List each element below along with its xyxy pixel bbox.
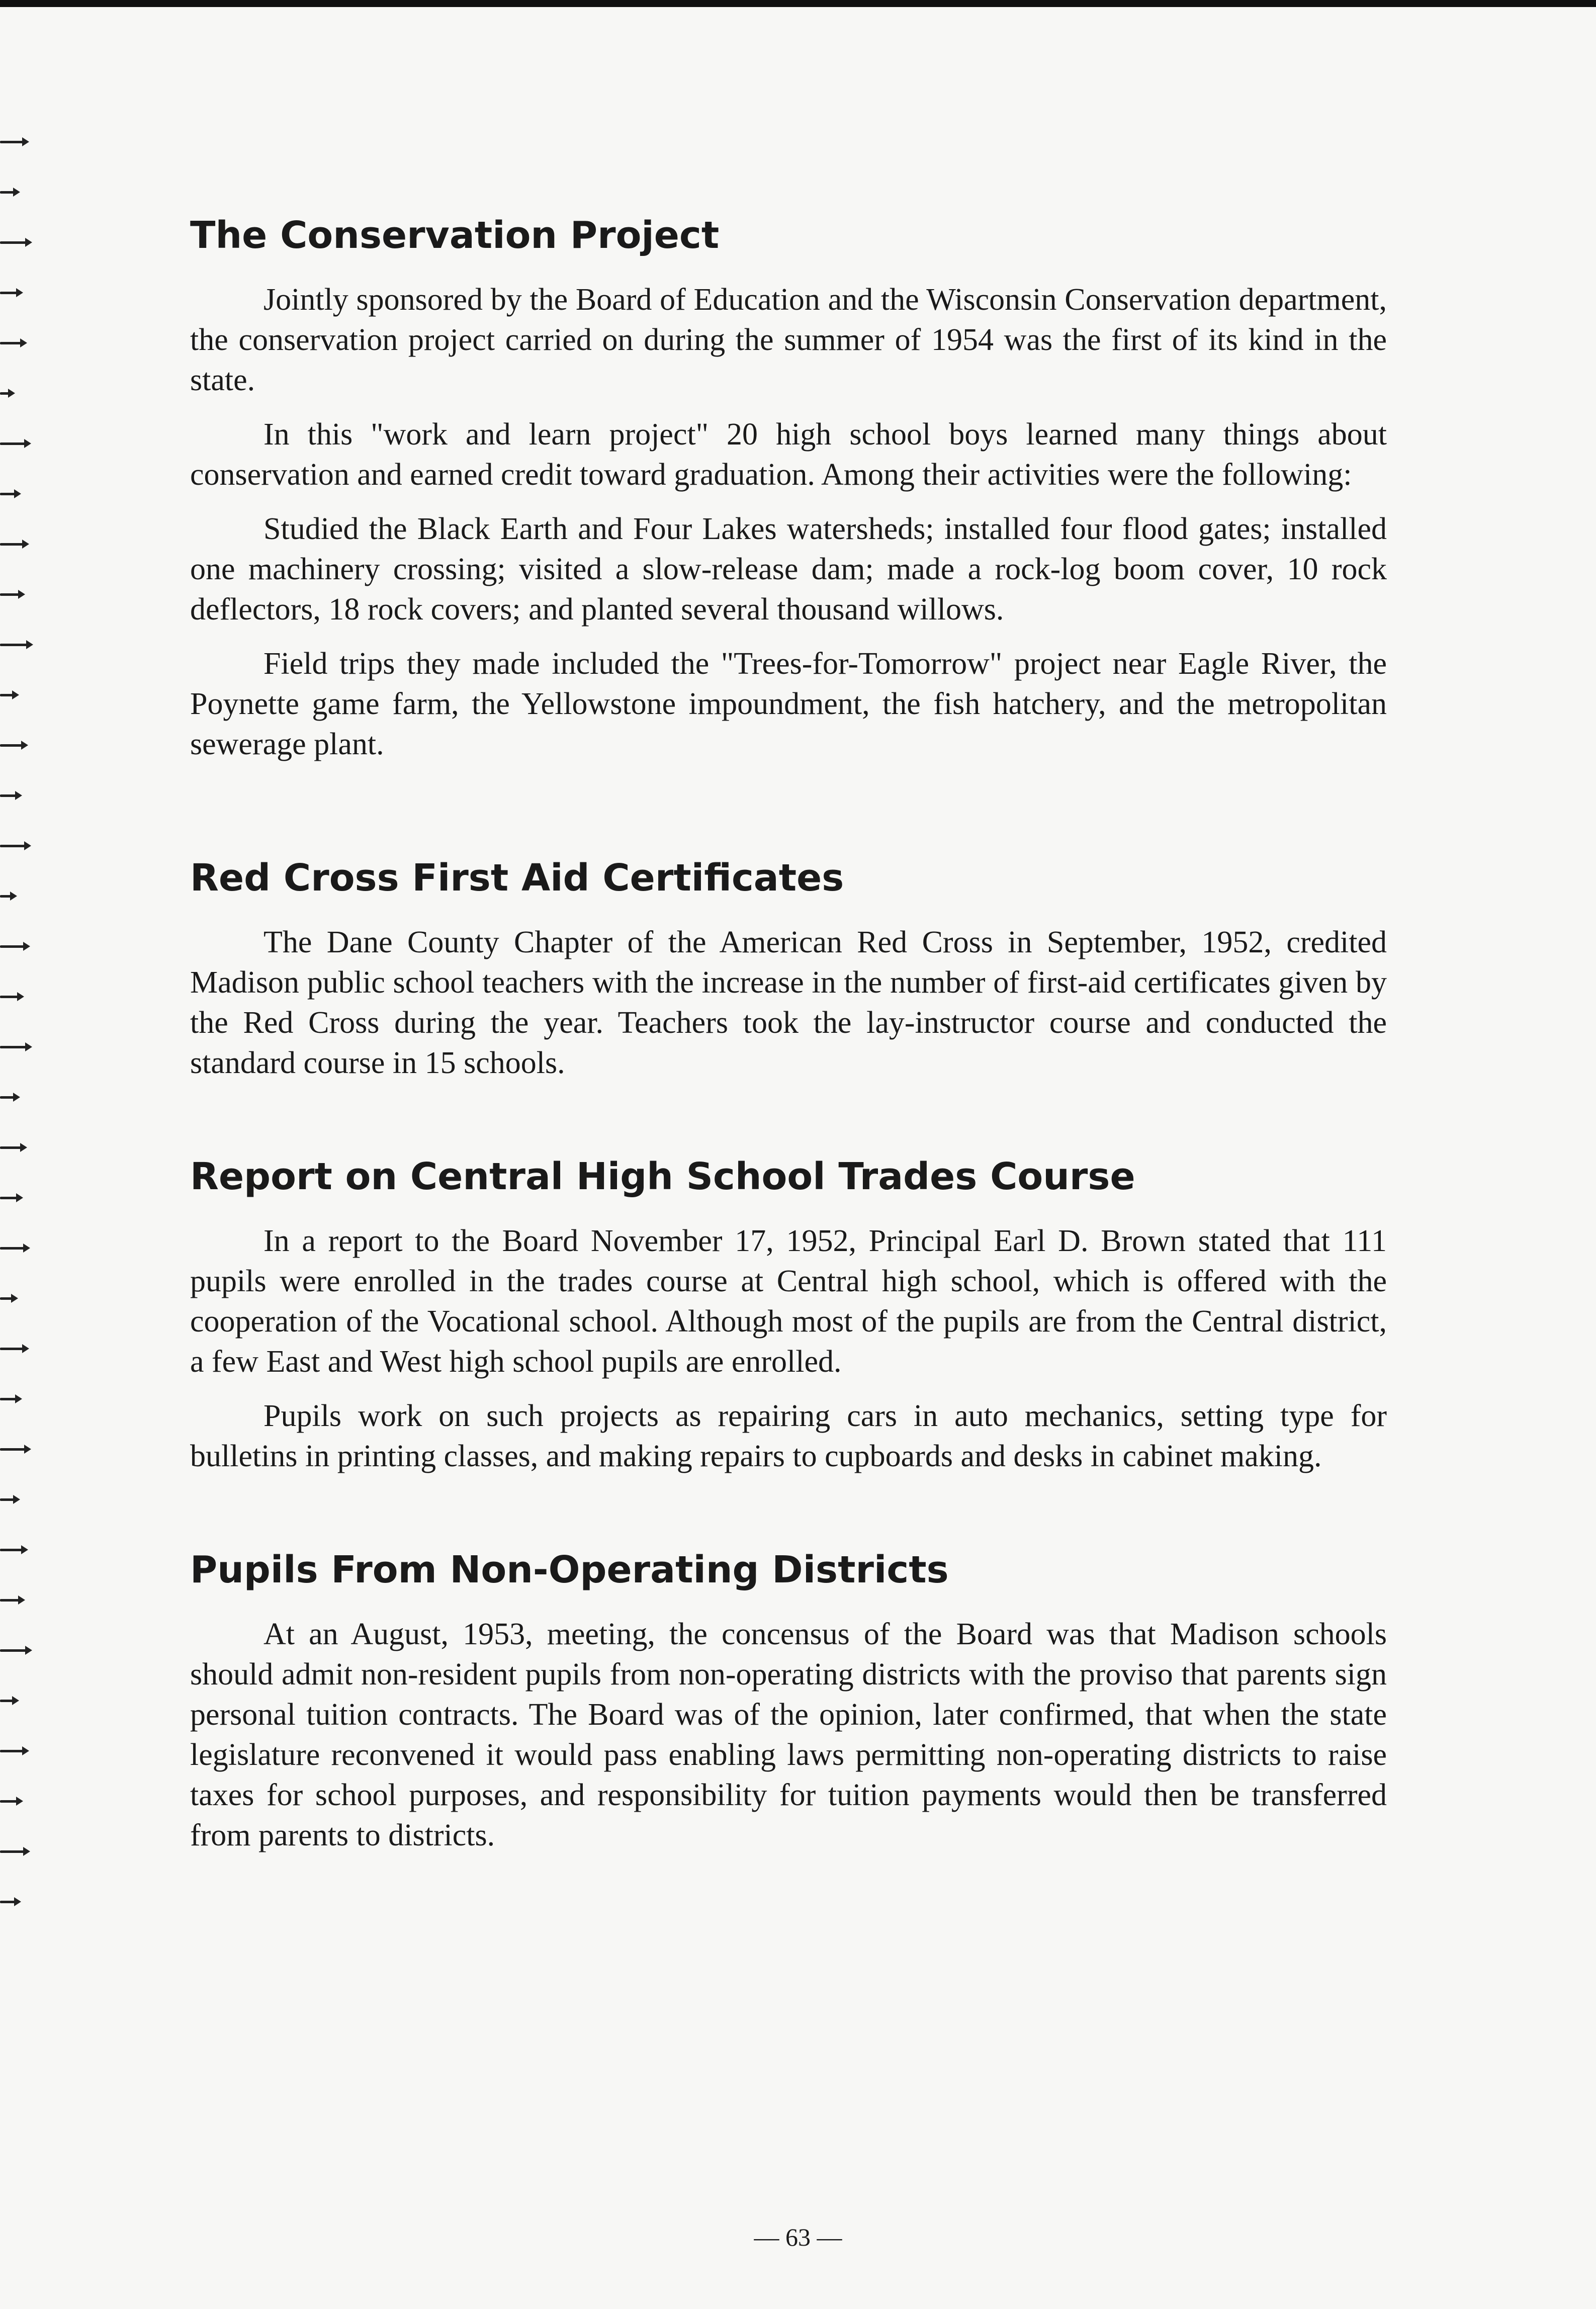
paragraph: At an August, 1953, meeting, the concensus of the Board was that Madison schools should admit non-resident pupils from non-operating districts with the proviso that parents sign personal tuition contracts. The Board was of the opinion, later confirmed, that when the state legislature reconvened it would pass enabling laws permitting non-operating districts to raise taxes for school purposes, and responsibility for tuition payments would then be transferred from parents to districts.	[190, 1617, 1387, 1852]
section-heading: The Conservation Project	[190, 214, 720, 257]
paragraph: Studied the Black Earth and Four Lakes watersheds; installed four flood gates; installed one machinery crossing; visited a slow-release dam; made a rock-log boom cover, 10 rock deflectors, 18 rock covers; and planted several thousand willows.	[190, 512, 1387, 627]
page-number: — 63 —	[754, 2223, 842, 2251]
section-non-operating-districts	[190, 1546, 1387, 1855]
paragraph: Field trips they made included the "Trees-for-Tomorrow" project near Eagle River, the Poynette game farm, the Yellowstone impoundment, the fish hatchery, and the metropolitan sewerage plant.	[190, 647, 1387, 761]
section-heading: Report on Central High School Trades Course	[190, 1155, 1135, 1198]
section-trades-course	[190, 1152, 1387, 1476]
page-top-rule	[0, 0, 1596, 7]
spiral-binding-marks	[0, 141, 35, 1951]
section-heading: Red Cross First Aid Certificates	[190, 856, 844, 900]
paragraph: In a report to the Board November 17, 1952, Principal Earl D. Brown stated that 111 pupils were enrolled in the trades course at Central high school, which is offered with the cooperation of the Vocational school. Although most of the pupils are from the Central district, a few East and West high school pupils are enrolled.	[190, 1224, 1387, 1379]
section-conservation-project	[190, 211, 1387, 764]
paragraph: The Dane County Chapter of the American Red Cross in September, 1952, credited Madison public school teachers with the increase in the number of first-aid certificates given by the Red Cross during the year. Teachers took the lay-instructor course and conducted the standard course in 15 schools.	[190, 925, 1387, 1080]
page-content	[190, 211, 1387, 1870]
section-heading: Pupils From Non-Operating Districts	[190, 1548, 949, 1591]
paragraph: Jointly sponsored by the Board of Education and the Wisconsin Conservation department, the conservation project carried on during the summer of 1954 was the first of its kind in the state.	[190, 283, 1387, 397]
section-red-cross	[190, 854, 1387, 1083]
paragraph: In this "work and learn project" 20 high school boys learned many things about conservation and earned credit toward graduation. Among their activities were the following:	[190, 417, 1387, 492]
paragraph: Pupils work on such projects as repairing cars in auto mechanics, setting type for bulletins in printing classes, and making repairs to cupboards and desks in cabinet making.	[190, 1399, 1387, 1473]
